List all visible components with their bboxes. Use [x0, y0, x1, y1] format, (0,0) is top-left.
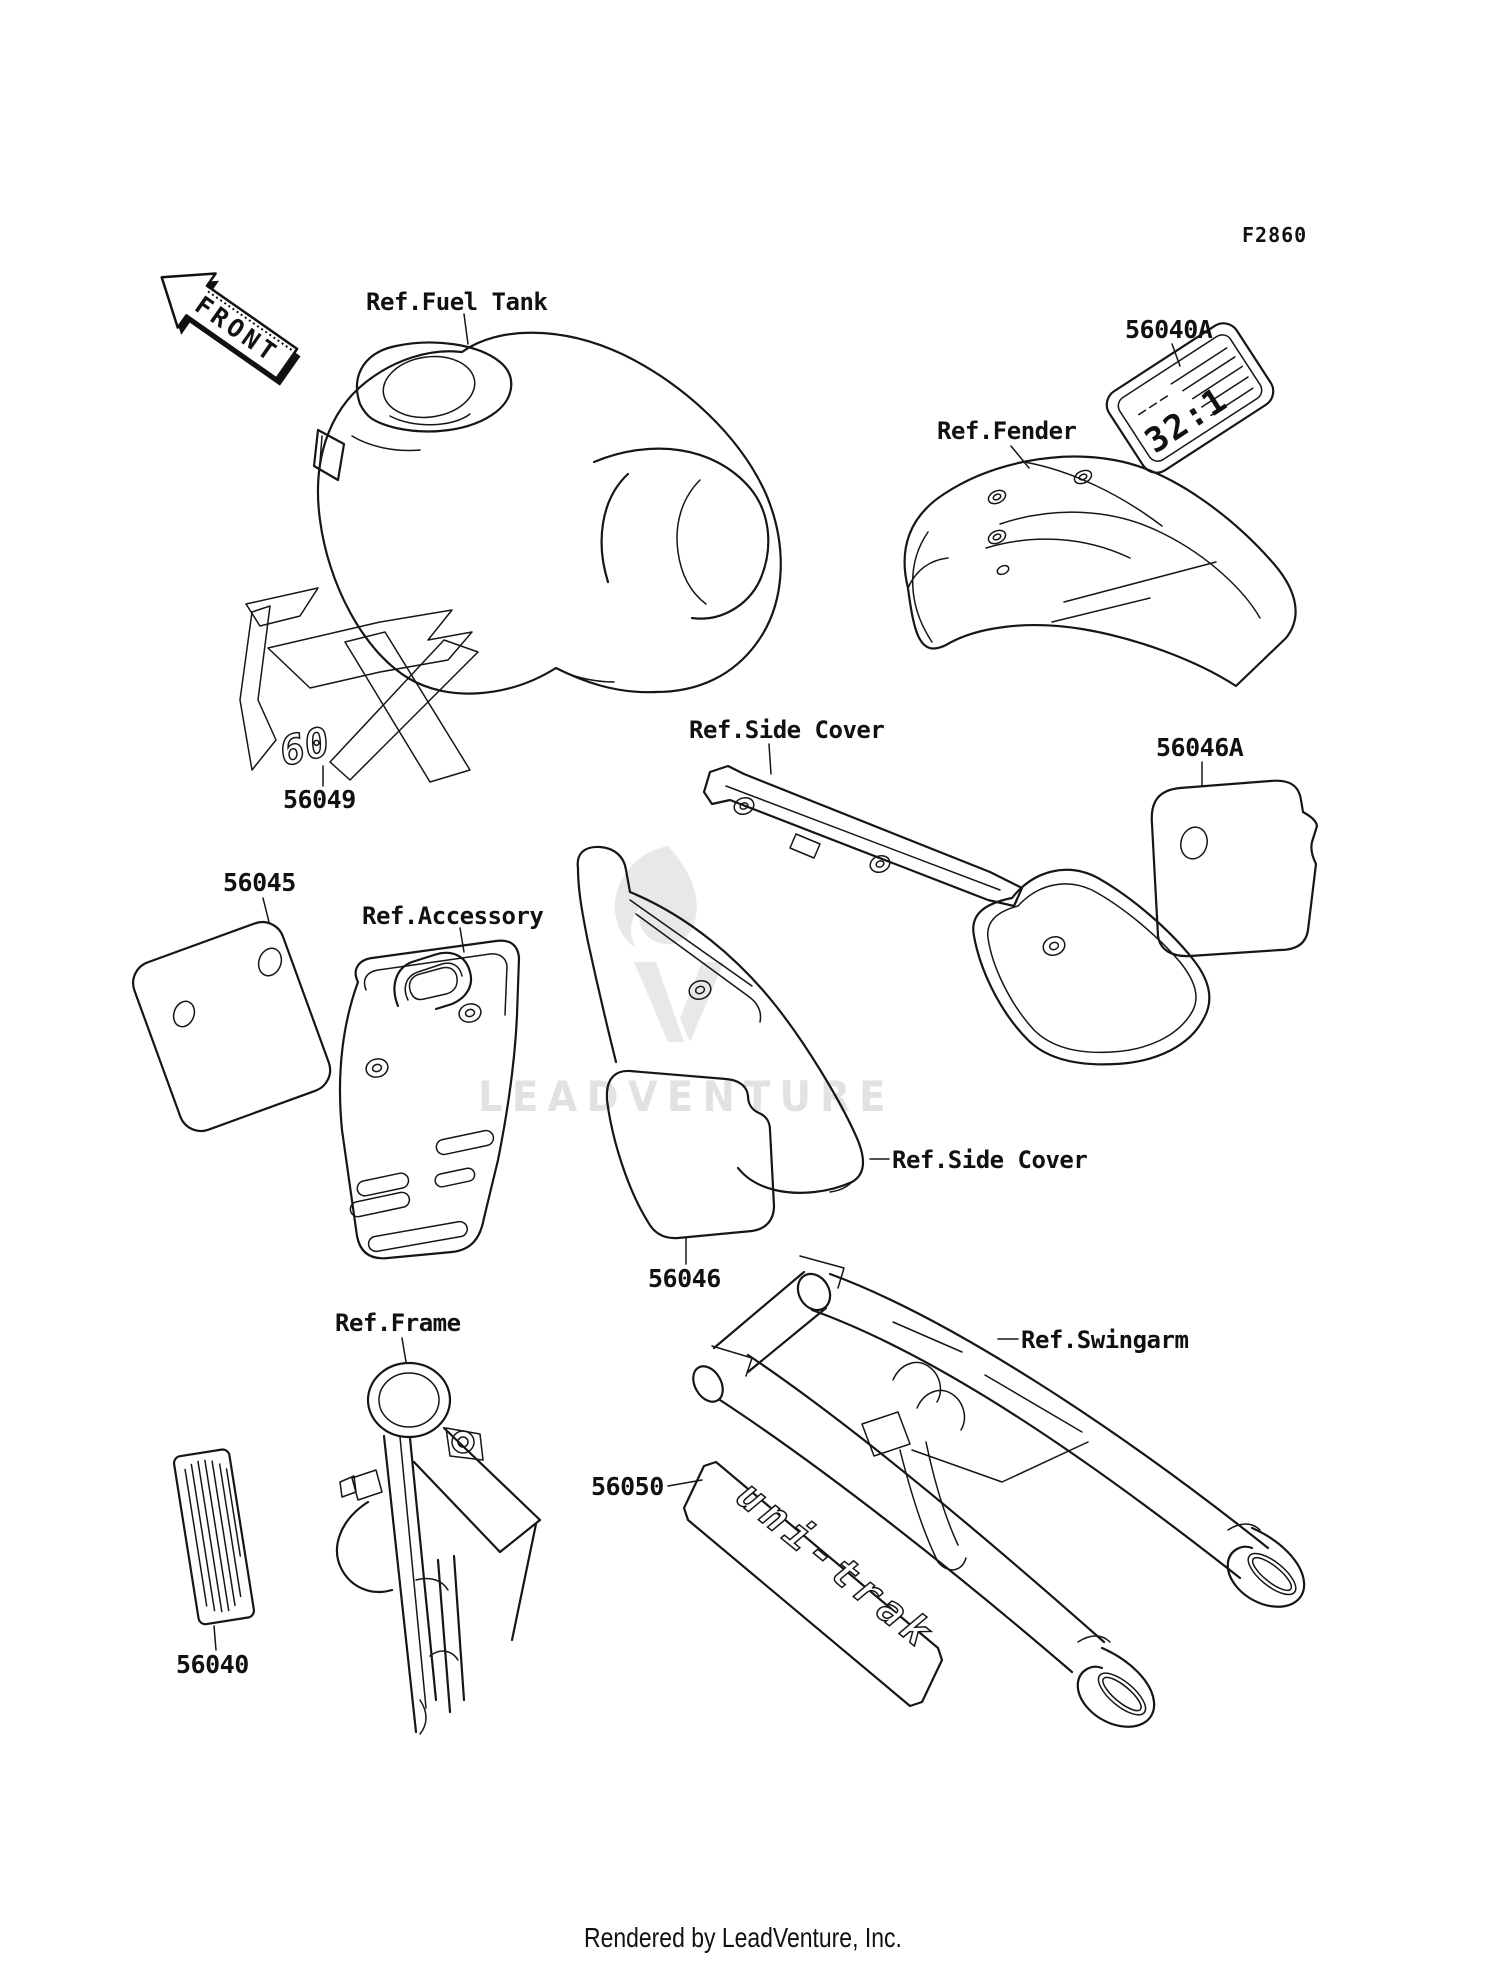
callout-side-cover-bottom: Ref.Side Cover — [892, 1146, 1088, 1174]
engine-badge-60-text: 60 — [275, 718, 336, 776]
fuel-tank-drawing — [314, 314, 781, 694]
uni-trak-decal-drawing — [668, 1462, 944, 1706]
fender-drawing — [905, 446, 1296, 686]
side-cover-right-drawing — [704, 744, 1209, 1064]
callout-swingarm: Ref.Swingarm — [1021, 1326, 1189, 1354]
accessory-bracket-drawing — [340, 928, 519, 1258]
blank-plate-56046-drawing — [607, 1071, 774, 1264]
blank-plate-56045-drawing — [127, 898, 336, 1137]
watermark-flame-icon — [615, 846, 724, 1042]
kx60-logo-decal-drawing — [240, 588, 478, 786]
front-arrow-text: FRONT — [189, 290, 285, 369]
blank-plate-56046a-drawing — [1152, 762, 1317, 956]
part-label-56040A: 56040A — [1125, 315, 1213, 344]
mix-ratio-text: 32:1 — [1138, 379, 1236, 462]
part-label-56046A: 56046A — [1156, 733, 1244, 762]
callout-fender: Ref.Fender — [937, 417, 1077, 445]
part-label-56049: 56049 — [283, 785, 356, 814]
leadventure-watermark: LEADVENTURE — [478, 1072, 895, 1121]
uni-trak-text: uni-trak — [727, 1472, 944, 1660]
figure-code: F2860 — [1242, 223, 1308, 247]
callout-accessory: Ref.Accessory — [362, 902, 544, 930]
callout-fuel-tank: Ref.Fuel Tank — [366, 288, 548, 316]
render-credit: Rendered by LeadVenture, Inc. — [584, 1922, 902, 1953]
callout-frame: Ref.Frame — [335, 1309, 461, 1337]
callout-side-cover-top: Ref.Side Cover — [689, 716, 885, 744]
stripe-label-56040-drawing — [173, 1449, 255, 1650]
part-label-56040: 56040 — [176, 1650, 249, 1679]
part-label-56050: 56050 — [591, 1472, 664, 1501]
part-label-56045: 56045 — [223, 868, 296, 897]
front-direction-arrow — [141, 249, 311, 398]
part-label-56046: 56046 — [648, 1264, 721, 1293]
frame-drawing — [337, 1338, 540, 1734]
